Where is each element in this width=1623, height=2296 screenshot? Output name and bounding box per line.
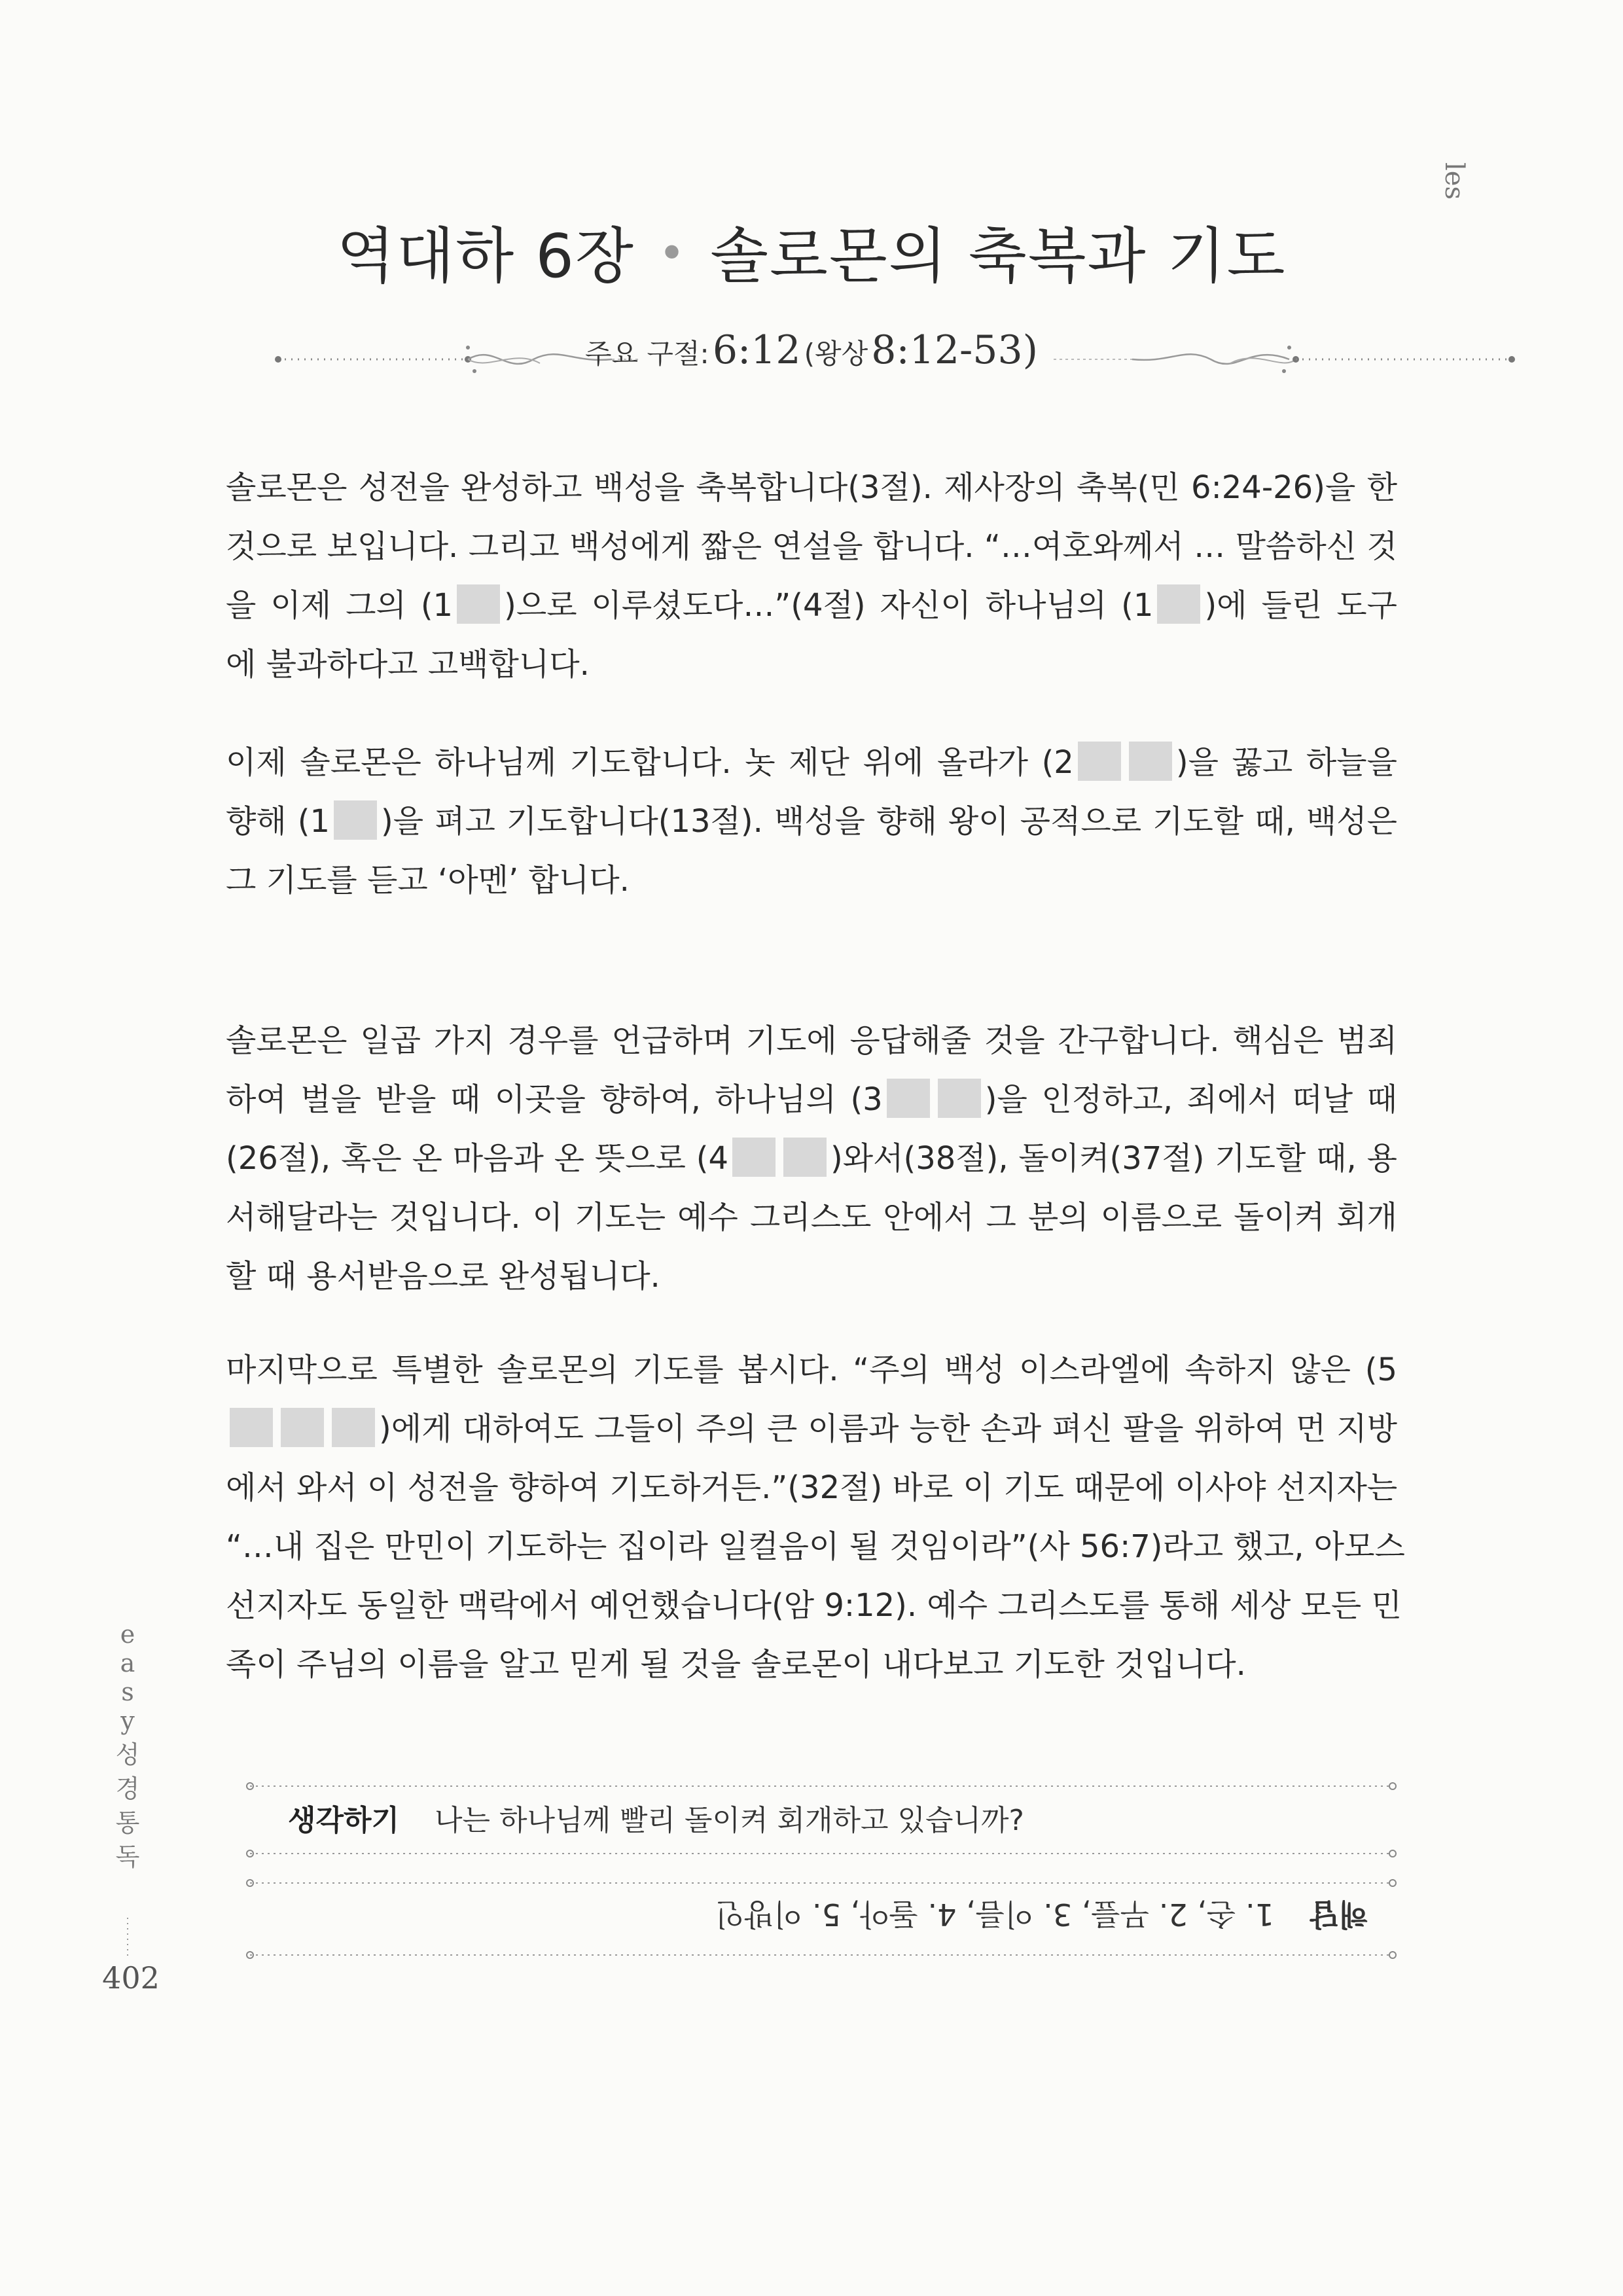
text-line [226, 1129, 1397, 1188]
text-line [226, 576, 1397, 635]
text-segment: )을 꿇고 하늘을 [1175, 744, 1397, 781]
chapter-label: 역대하 6장 [336, 221, 635, 291]
text-line [226, 792, 1397, 851]
answer-blank [1129, 742, 1172, 781]
divider-line [245, 1950, 1397, 1960]
text-segment: )에 들린 도구 [1204, 587, 1397, 624]
text-segment: )와서(38절), 돌이켜(37절) 기도할 때, 용 [830, 1140, 1397, 1177]
text-line: 족이 주님의 이름을 알고 믿게 될 것을 솔로몬이 내다보고 기도한 것입니다. [226, 1646, 1246, 1683]
answer-blank [332, 1408, 375, 1447]
text-line: 선지자도 동일한 맥락에서 예언했습니다(암 9:12). 예수 그리스도를 통해 세상 모든 민 [226, 1587, 1402, 1624]
side-label-char: 독 [115, 1842, 140, 1871]
text-segment: 을 이제 그의 (1 [226, 587, 454, 624]
text-segment: 이제 솔로몬은 하나님께 기도합니다. 놋 제단 위에 올라가 (2 [226, 744, 1074, 781]
text-line: “…내 집은 만민이 기도하는 집이라 일컬음이 될 것임이라”(사 56:7)라고 했고, 아모스 [226, 1528, 1405, 1565]
parallel-open: (왕상 [804, 338, 868, 370]
answer-blank [938, 1079, 981, 1118]
side-label-char: 통 [115, 1808, 140, 1837]
side-label-char: y [120, 1706, 135, 1735]
side-label-char: e [120, 1620, 135, 1649]
paragraph-4 [226, 1340, 1405, 1694]
text-segment: (26절), 혹은 온 마음과 온 뜻으로 (4 [226, 1140, 728, 1177]
paragraph-2 [226, 733, 1397, 910]
paragraph-3 [226, 1011, 1397, 1306]
text-segment: )을 펴고 기도합니다(13절). 백성을 향해 왕이 공적으로 기도할 때, 백성은 [381, 803, 1397, 840]
answer-label: 해답 [1310, 1897, 1368, 1932]
answer-blank [457, 584, 500, 624]
text-line: 그 기도를 듣고 ‘아멘’ 합니다. [226, 862, 630, 899]
text-line: 에 불과하다고 고백합니다. [226, 646, 590, 683]
vertical-dots-icon [123, 1918, 132, 1957]
reflection-label: 생각하기 [288, 1804, 400, 1837]
side-label-char: a [120, 1649, 135, 1677]
answer-blank [783, 1138, 827, 1177]
text-line [226, 733, 1397, 792]
answer-blank [887, 1079, 930, 1118]
text-segment: )을 인정하고, 죄에서 떠날 때 [984, 1081, 1397, 1118]
divider-line [245, 1782, 1397, 1791]
text-line: 서해달라는 것입니다. 이 기도는 예수 그리스도 안에서 그 분의 이름으로 돌이켜 회개 [226, 1199, 1397, 1236]
side-label-char: 성 [115, 1740, 140, 1769]
parallel-close: ) [1022, 327, 1039, 373]
key-verse-ref: 6:12 [712, 327, 801, 373]
title-separator: • [658, 226, 687, 280]
series-side-label [115, 1620, 141, 1871]
text-line: 에서 와서 이 성전을 향하여 기도하거든.”(32절) 바로 이 기도 때문에 이사야 선지자는 [226, 1469, 1398, 1506]
answer-text: 1. 손, 2. 무릎, 3. 이름, 4. 돌아, 5. 이방인 [715, 1897, 1274, 1932]
corner-tag: les [1439, 162, 1469, 200]
text-segment: )에게 대하여도 그들이 주의 큰 이름과 능한 손과 펴신 팔을 위하여 먼 지방 [379, 1410, 1397, 1447]
right-ornament-icon [1041, 337, 1525, 376]
page-title [0, 208, 1623, 295]
page-number: 402 [102, 1960, 160, 1996]
text-segment: )으로 이루셨도다…”(4절) 자신이 하나님의 (1 [504, 587, 1154, 624]
text-line: 마지막으로 특별한 솔로몬의 기도를 봅시다. “주의 백성 이스라엘에 속하지 않은 (5 [226, 1352, 1397, 1388]
answer-blank [732, 1138, 776, 1177]
answer-blank [1157, 584, 1200, 624]
text-line [226, 1399, 1397, 1458]
text-segment: 하여 벌을 받을 때 이곳을 향하여, 하나님의 (3 [226, 1081, 883, 1118]
text-line [226, 1070, 1397, 1129]
key-verse-label: 주요 구절: [584, 338, 709, 370]
divider-line [245, 1878, 1397, 1888]
answer-blank [230, 1408, 273, 1447]
text-line: 솔로몬은 일곱 가지 경우를 언급하며 기도에 응답해줄 것을 간구합니다. 핵심은 범죄 [226, 1022, 1397, 1059]
chapter-title: 솔로몬의 축복과 기도 [710, 221, 1287, 291]
paragraph-1 [226, 458, 1397, 694]
text-line: 것으로 보입니다. 그리고 백성에게 짧은 연설을 합니다. “…여호와께서 … 말씀하신 것 [226, 528, 1397, 565]
side-label-char: 경 [115, 1774, 140, 1803]
parallel-ref: 8:12-53 [871, 327, 1023, 373]
answer-blank [334, 800, 377, 840]
answer-blank [1078, 742, 1121, 781]
divider-line [245, 1849, 1397, 1858]
text-segment: 향해 (1 [226, 803, 330, 840]
answer-blank [281, 1408, 324, 1447]
reflection-row [288, 1797, 1024, 1839]
text-line: 솔로몬은 성전을 완성하고 백성을 축복합니다(3절). 제사장의 축복(민 6:24-26)을 한 [226, 469, 1397, 506]
text-line: 할 때 용서받음으로 완성됩니다. [226, 1258, 660, 1295]
answer-key [681, 1895, 1368, 1947]
side-label-char: s [121, 1677, 134, 1706]
answer-key-upside-down [715, 1895, 1368, 1938]
reflection-question: 나는 하나님께 빨리 돌이켜 회개하고 있습니까? [435, 1804, 1024, 1837]
